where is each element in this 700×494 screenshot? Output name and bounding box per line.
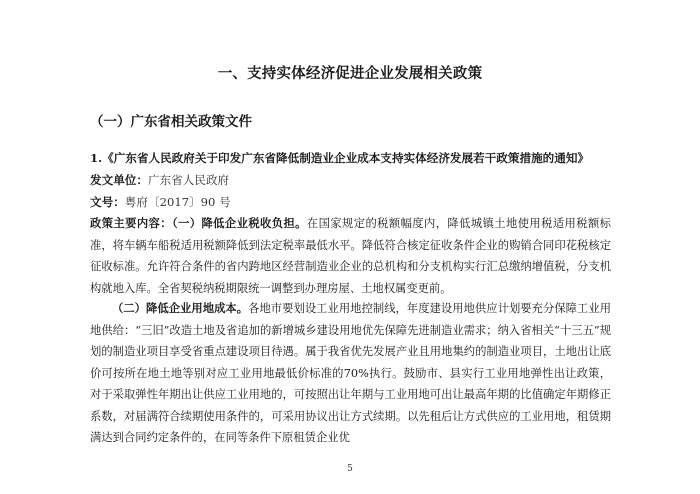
docno-label: 文号： [90, 195, 125, 209]
page-number: 5 [347, 464, 353, 474]
section-heading: 一、支持实体经济促进企业发展相关政策 [217, 66, 483, 82]
item2-text: 各地市要划设工业用地控制线，年度建设用地供应计划要充分保障工业用地供给：“三旧”改造土地及省追加的新增城乡建设用地优先保障先进制造业需求；纳入省相关“十三五”规划的制造业项目享受省重点建设项目待遇。属于我省优先发展产业且用地集约的制造业项目，土地出让底价可按所在地土地等别对应工业用地最低价标准的70%执行。鼓励市、县实行工业用地弹性出让政策，对于采取弹性年期出让供应工业用地的，可按照出让年期与工业用地可出让最高年期的比值确定年期修正系数，对届满符合续期使用条件的，可采用协议出让方式续期。以先租后让方式供应的工业用地，租赁期满达到合同约定条件的，在同等条件下原租赁企业优 [90, 302, 611, 444]
item1-title: （一）降低企业税收负担。 [171, 216, 307, 230]
docno-value: 粤府〔2017〕90 号 [124, 195, 231, 209]
item2-title: （二）降低企业用地成本。 [112, 301, 249, 315]
issuer-value: 广东省人民政府 [147, 173, 230, 187]
policy-title: 1.《广东省人民政府关于印发广东省降低制造业企业成本支持实体经济发展若干政策措施的通知》 [90, 151, 590, 165]
subsection-heading: （一）广东省相关政策文件 [90, 114, 252, 130]
policy-docno [90, 195, 231, 209]
intro-label: 政策主要内容： [90, 216, 172, 230]
content-paragraph-2 [90, 298, 611, 449]
content-paragraph-1 [90, 213, 611, 299]
issuer-label: 发文单位： [90, 173, 148, 187]
item1-text: 在国家规定的税额幅度内，降低城镇土地使用税适用税额标准，将车辆车船税适用税额降低到法定税率最低水平。降低符合核定征收条件企业的购销合同印花税核定征收标准。允许符合条件的省内跨地区经营制造业企业的总机构和分支机构实行汇总缴纳增值税，分支机构就地入库。全省契税纳税期限统一调整到办理房屋、土地权属变更前。 [90, 217, 611, 295]
policy-issuer [90, 173, 229, 187]
